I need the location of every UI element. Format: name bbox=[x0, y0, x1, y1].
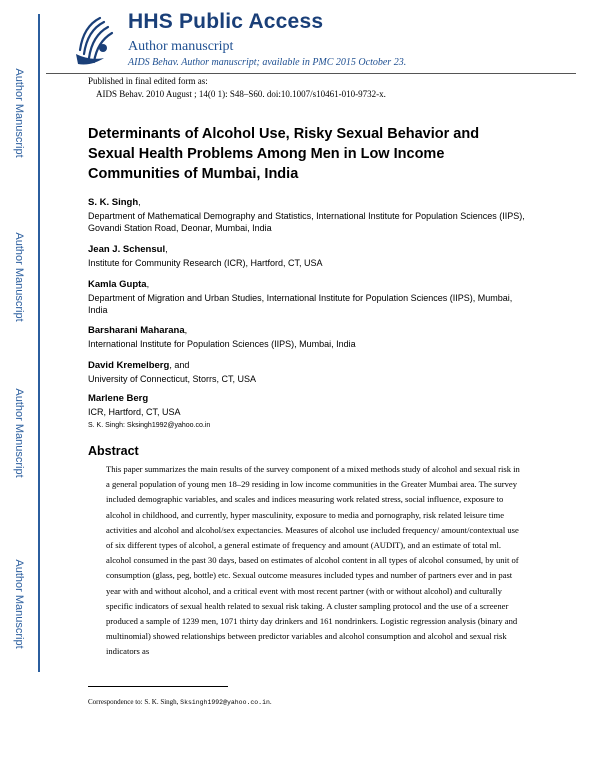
correspondence-footnote bbox=[88, 698, 272, 706]
author-affiliation: Institute for Community Research (ICR), Hartford, CT, USA bbox=[88, 257, 323, 268]
contact-email: S. K. Singh: Sksingh1992@yahoo.co.in bbox=[88, 422, 211, 429]
citation: AIDS Behav. 2010 August ; 14(0 1): S48–S60. doi:10.1007/s10461-010-9732-x. bbox=[96, 89, 386, 99]
author-affiliation: Department of Migration and Urban Studies, International Institute for Population Sciences (IIPS), Mumbai, India bbox=[88, 292, 513, 315]
sidebar-rule bbox=[38, 14, 40, 672]
author-block bbox=[88, 196, 528, 235]
author-block bbox=[88, 359, 528, 385]
footnote-label: Correspondence to: S. K. Singh, bbox=[88, 698, 181, 706]
footnote-email: Sksingh1992@yahoo.co.in bbox=[180, 699, 270, 706]
sidebar-label: Author Manuscript bbox=[13, 232, 25, 322]
paper-title: Determinants of Alcohol Use, Risky Sexual Behavior and Sexual Health Problems Among Men in Low Income Communities of Mumbai, India bbox=[88, 126, 480, 182]
footnote-divider bbox=[88, 686, 228, 687]
author-affiliation: Department of Mathematical Demography and Statistics, International Institute for Population Sciences (IIPS), Govandi Station Road, Deonar, Mumbai, India bbox=[88, 210, 525, 233]
published-label: Published in final edited form as: bbox=[88, 76, 208, 86]
author-suffix: , bbox=[138, 197, 141, 207]
author-block bbox=[88, 392, 528, 418]
footnote-end: . bbox=[269, 698, 272, 706]
sidebar-label: Author Manuscript bbox=[13, 388, 25, 478]
author-manuscript-sidebar bbox=[0, 0, 40, 776]
author-name: S. K. Singh bbox=[88, 197, 139, 208]
author-suffix: , bbox=[165, 244, 168, 254]
author-suffix: , and bbox=[169, 360, 190, 370]
abstract-heading: Abstract bbox=[88, 444, 139, 458]
sidebar-label: Author Manuscript bbox=[13, 559, 25, 649]
hhs-eagle-logo-icon bbox=[70, 14, 118, 68]
author-name: Jean J. Schensul bbox=[88, 244, 166, 255]
availability-note: AIDS Behav. Author manuscript; available in PMC 2015 October 23. bbox=[128, 57, 407, 68]
author-manuscript-subtitle: Author manuscript bbox=[128, 39, 234, 54]
author-suffix: , bbox=[146, 279, 150, 289]
author-affiliation: ICR, Hartford, CT, USA bbox=[88, 406, 181, 417]
author-affiliation: International Institute for Population Sciences (IIPS), Mumbai, India bbox=[88, 338, 356, 349]
author-suffix: , bbox=[184, 325, 188, 335]
author-affiliation: University of Connecticut, Storrs, CT, USA bbox=[88, 373, 257, 384]
author-name: Marlene Berg bbox=[88, 393, 149, 404]
author-name: Barsharani Maharana bbox=[88, 325, 185, 336]
header-divider bbox=[46, 73, 576, 74]
sidebar-label: Author Manuscript bbox=[13, 68, 25, 158]
author-name: David Kremelberg bbox=[88, 360, 170, 371]
author-name: Kamla Gupta bbox=[88, 279, 147, 290]
abstract-text: This paper summarizes the main results of the survey component of a mixed methods study of alcohol and sexual risk in a general population of young men 18–29 residing in low income communities in the Greater Mumbai area. The survey included demographic variables, and scales and indices measuring work related stress, social influence, exposure to alcohol in childhood, and currently, hyper masculinity, exposure to media and pornography, risk related leisure time activities and alcohol and alcohol/sex expectancies. Measures of alcohol use included frequency/ amount/contextual use of six different types of alcohol, a general estimate of frequency and amount (AUDIT), and an estimate of total ml. alcohol consumed in the past 30 days, based on estimates of alcohol content in all types of alcohol consumed, by unit of consumption (glass, peg, bottle) etc. Sexual outcome measures included types and number of partners ever and in past year with and without alcohol, and a critical event with most recent partner (with or without alcohol) and culturally specific indicators of sexual health related to sexual risk taking. A cluster sampling protocol and the use of a screener produced a sample of 1239 men, 1071 thirty day drinkers and 161 nondrinkers. Logistic regression analysis (binary and multinomial) showed relationships between predictor variables and alcohol consumption and alcohol and sexual risk indicators as bbox=[106, 464, 520, 657]
author-block bbox=[88, 324, 528, 350]
hhs-public-access-title: HHS Public Access bbox=[128, 10, 324, 33]
author-block bbox=[88, 243, 528, 269]
author-block bbox=[88, 278, 528, 317]
